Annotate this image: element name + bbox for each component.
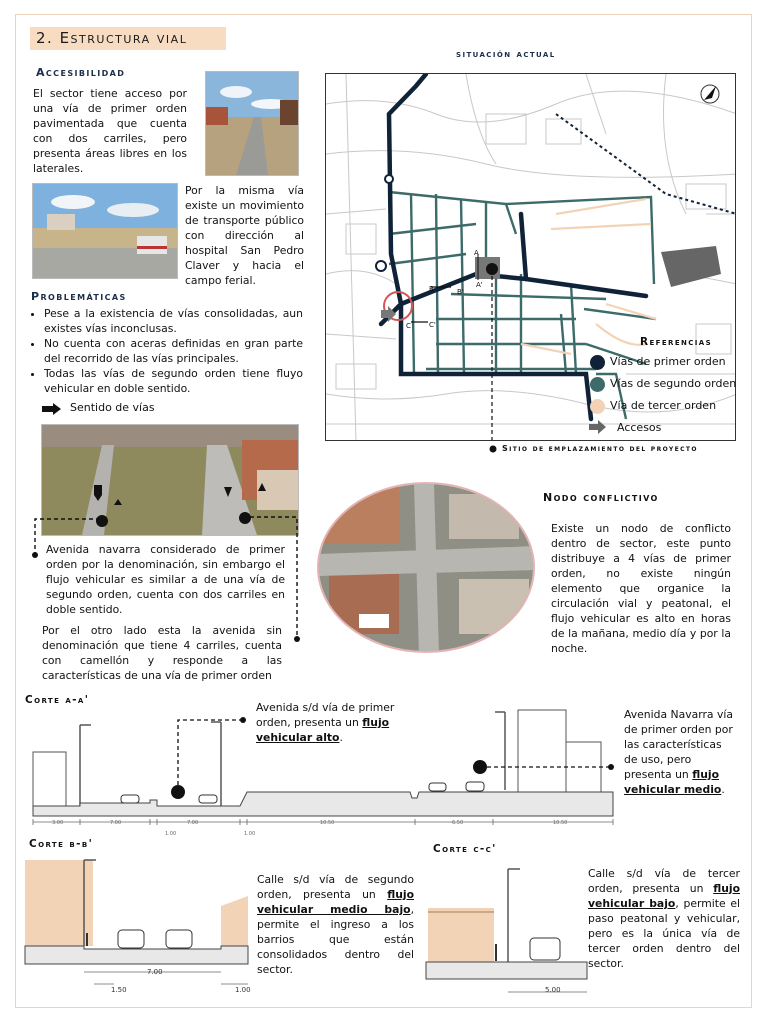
- map-label-c: C: [406, 322, 411, 330]
- street-photo-1: [205, 71, 299, 176]
- accesibilidad-heading: Accesibilidad: [36, 66, 126, 79]
- situacion-heading: situación actual: [456, 48, 556, 60]
- map-label-b: B: [429, 285, 434, 293]
- problem-item: • Pese a la existencia de vías consolidadas, aun existes vías inconclusas.: [44, 306, 303, 336]
- accesibilidad-text-1: El sector tiene acceso por una vía de primer orden pavimentada que cuenta con dos carriles, pero presenta áreas libres en los laterales.: [33, 87, 187, 175]
- street-photo-2: [32, 183, 178, 279]
- corte-b-label: Corte b-b': [29, 838, 94, 850]
- corte-c-section-drawing: [424, 864, 589, 999]
- problem-item: • No cuenta con aceras definidas en gran parte del recorrido de las vías principales.: [44, 336, 303, 366]
- corte-b-dim: 1.50: [111, 986, 127, 994]
- corte-c-dim: 5.00: [545, 986, 561, 994]
- accesos-arrow-icon: [589, 420, 607, 434]
- corte-c-note: Calle s/d vía de tercer orden, presenta un flujo vehicular bajo, permite el paso peatonal y vehicular, pero es la única vía de tercer orden dentro del sector.: [588, 867, 741, 970]
- corte-a-dim: 10.50: [320, 820, 335, 826]
- sitio-label: Sitio de emplazamiento del proyecto: [502, 444, 698, 453]
- corte-b-note: Calle s/d vía de segundo orden, presenta un flujo vehicular medio bajo, permite el ingreso a los barrios que están consolidados dentro del sector.: [257, 873, 414, 976]
- corte-b-section-drawing: [24, 858, 252, 998]
- nodo-aerial-photo: [317, 482, 535, 653]
- corte-a-section-drawing: [25, 700, 625, 840]
- corte-a-label: Corte a-a': [25, 694, 90, 706]
- legend-label-accesos: Accesos: [617, 421, 662, 434]
- nodo-heading: Nodo conflictivo: [543, 491, 659, 504]
- corte-a-note-left: Avenida s/d vía de primer orden, presenta un flujo vehicular alto.: [256, 701, 395, 744]
- map-label-a1: A': [476, 281, 483, 289]
- sitio-marker-icon: [488, 443, 498, 455]
- direction-arrow-icon: [42, 403, 62, 415]
- map-label-b1: B': [457, 288, 464, 296]
- corte-b-dim: 7.00: [147, 968, 163, 976]
- corte-a-dim: 3.00: [52, 820, 64, 826]
- nodo-text: Existe un nodo de conflicto dentro de sector, este punto distribuye a 4 vías de primer orden, no existe ningún elemento que organice la circulación vial y peatonal, el flujo vehicular es alto en horas de la mañana, medio día y por la noche.: [551, 522, 731, 655]
- corte-c-label: Corte c-c': [433, 843, 497, 855]
- map-label-c1: C': [429, 321, 436, 329]
- problematicas-heading: Problemáticas: [31, 290, 127, 303]
- problem-item: • Todas las vías de segundo orden tiene fluyo vehicular en doble sentido.: [44, 366, 303, 396]
- legend-label-tercer: Vía de tercer orden: [610, 399, 717, 412]
- corte-a-dim: 7.00: [187, 820, 199, 826]
- corte-a-dim: 1.00: [244, 831, 256, 837]
- corte-a-dim: 7.00: [110, 820, 122, 826]
- corte-b-dim: 1.00: [235, 986, 251, 994]
- legend-swatch-segundo: [590, 377, 605, 392]
- legend-swatch-tercer: [590, 399, 605, 414]
- legend-swatch-primer: [590, 355, 605, 370]
- legend-label-primer: Vías de primer orden: [610, 355, 726, 368]
- corte-a-dim: 6.50: [452, 820, 464, 826]
- corte-a-note-right: Avenida Navarra vía de primer orden por las características de uso, pero presenta un flujo vehicular medio.: [624, 708, 733, 796]
- sentido-label: Sentido de vías: [70, 401, 155, 414]
- corte-a-dim: 1.00: [165, 831, 177, 837]
- legend-label-segundo: Vías de segundo orden: [610, 377, 737, 390]
- accesibilidad-text-2: Por la misma vía existe un movimiento de transporte público con dirección al hospital San Pedro Claver y hacia el campo ferial.: [185, 184, 304, 287]
- corte-a-dim: 10.50: [553, 820, 568, 826]
- map-label-a: A: [474, 249, 479, 257]
- references-title: Referencias: [640, 336, 713, 348]
- avenida-sd-text: Por el otro lado esta la avenida sin denominación que tiene 4 carriles, cuenta con camellón y responde a las características de una vía de primer orden: [42, 624, 282, 682]
- avenida-navarra-text: Avenida navarra considerado de primer orden por la denominación, sin embargo el flujo vehicular es similar a de una vía de segundo orden, cuenta con dos carriles en doble sentido.: [46, 543, 285, 616]
- problematicas-list: [30, 306, 303, 396]
- page-title: 2. Estructura vial: [36, 29, 188, 47]
